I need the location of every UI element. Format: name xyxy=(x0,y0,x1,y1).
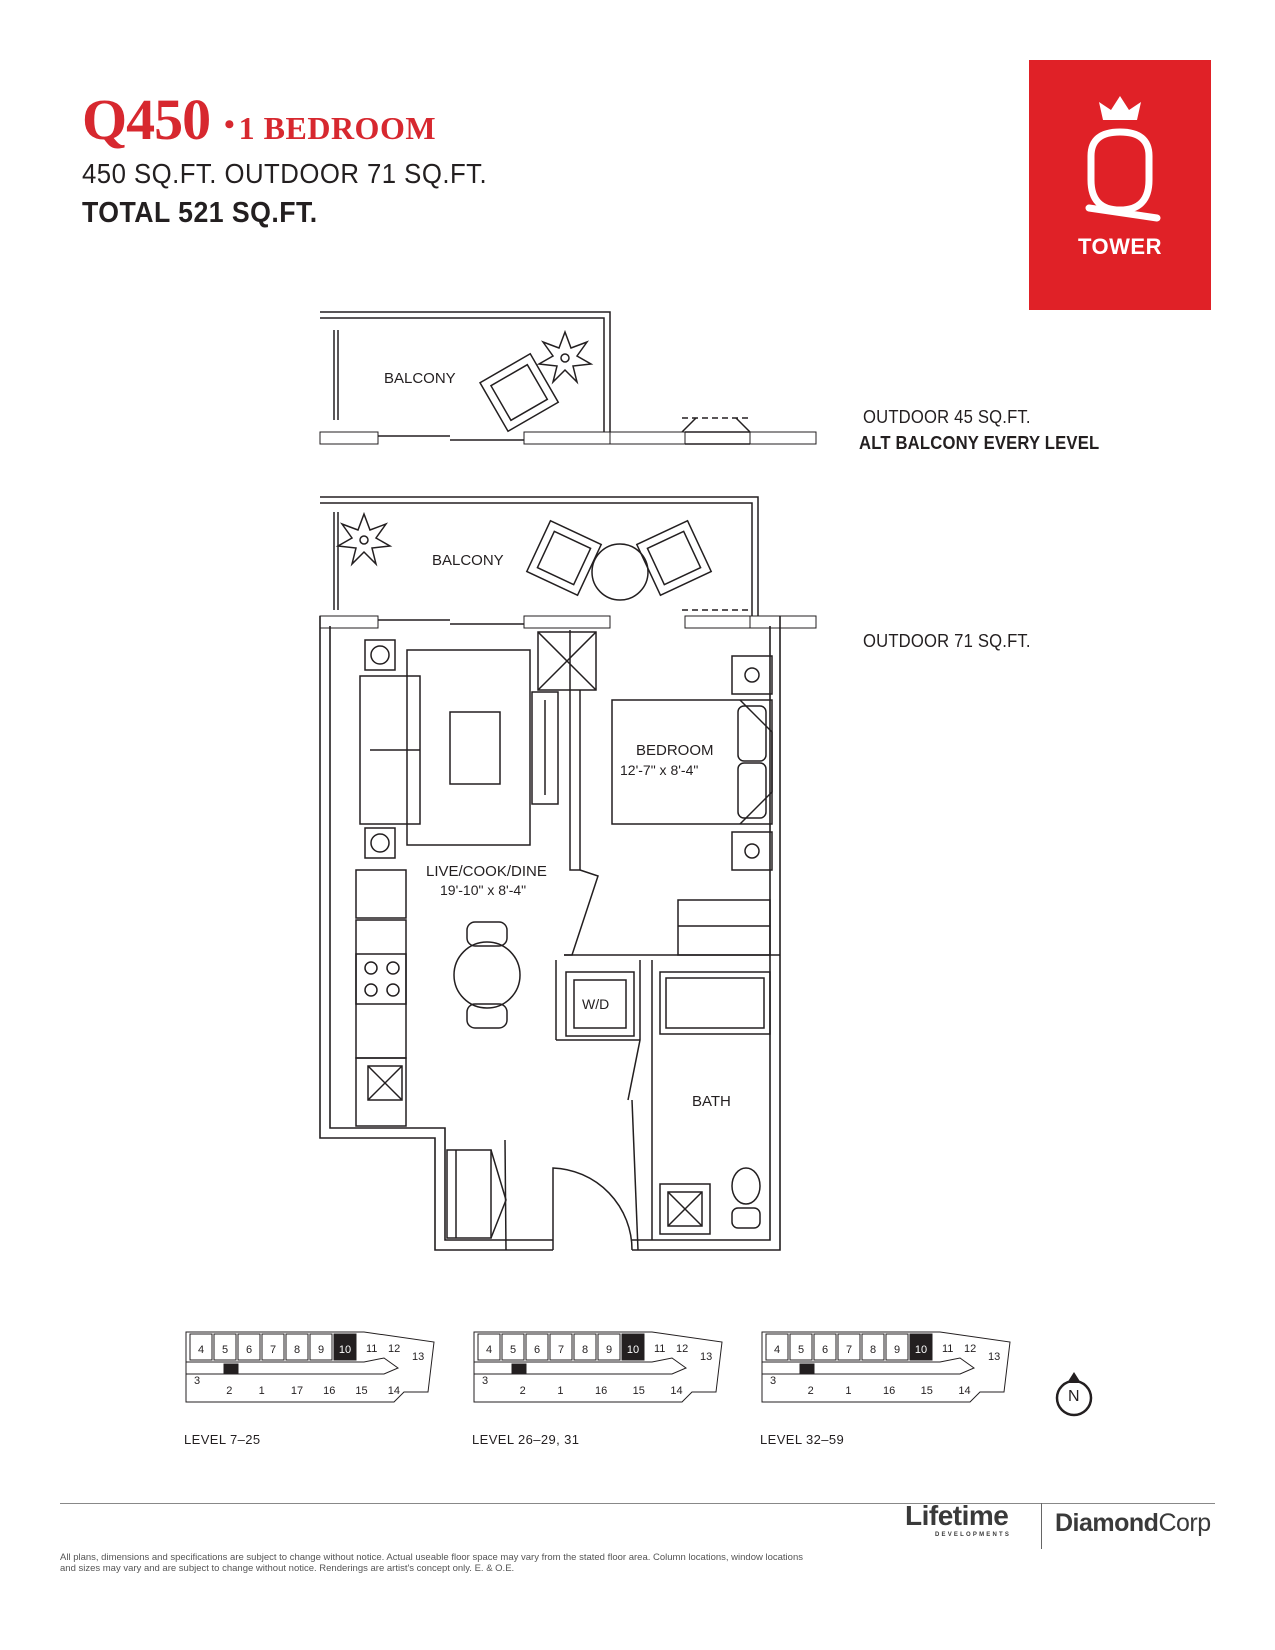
key-plan-unit-number: 4 xyxy=(197,1344,205,1356)
key-plan-unit-number: 13 xyxy=(700,1351,713,1363)
balcony-chair xyxy=(637,521,711,595)
key-plan-unit-number: 1 xyxy=(557,1385,564,1397)
diamondcorp-logo xyxy=(1055,1509,1211,1538)
entry-closet xyxy=(447,1150,506,1238)
living-furniture xyxy=(360,632,596,858)
key-plan-unit-number: 2 xyxy=(807,1385,814,1397)
diamondcorp-b: Corp xyxy=(1158,1509,1211,1537)
main-balcony-label: BALCONY xyxy=(432,552,504,569)
key-plan-unit-number: 15 xyxy=(355,1385,368,1397)
key-plan-unit-number: 13 xyxy=(988,1351,1001,1363)
key-plan-unit-number: 4 xyxy=(773,1344,781,1356)
toilet xyxy=(732,1168,760,1204)
key-plan xyxy=(760,1322,1020,1422)
key-plan-unit-number: 14 xyxy=(670,1385,683,1397)
compass-label: N xyxy=(1068,1388,1080,1405)
key-plan-unit-number: 14 xyxy=(958,1385,971,1397)
dining-table xyxy=(454,942,520,1008)
key-plan-unit-number: 9 xyxy=(605,1344,613,1356)
bedroom-furniture xyxy=(612,656,772,955)
wardrobe xyxy=(678,900,770,955)
plant xyxy=(539,332,591,382)
bathtub xyxy=(660,972,770,1034)
key-plan-unit-number: 2 xyxy=(519,1385,526,1397)
unit-type: 1 BEDROOM xyxy=(238,110,437,146)
key-plan-level-label: LEVEL 7–25 xyxy=(184,1432,261,1447)
nightstand xyxy=(732,832,772,870)
balcony-chair xyxy=(527,521,601,595)
living-label: LIVE/COOK/DINE xyxy=(426,863,547,880)
key-plan-unit-number: 10 xyxy=(338,1344,352,1356)
key-plan-unit-number: 16 xyxy=(595,1385,608,1397)
disclaimer: All plans, dimensions and specifications are subject to change without notice. Actual useable floor space may vary from the stated floor area. Column locations, window locations and sizes may vary and are subject to change without notice. Renderings are artist's concept only. E. & O.E. xyxy=(60,1552,803,1574)
key-plan-unit-number: 9 xyxy=(317,1344,325,1356)
key-plan-level-label: LEVEL 26–29, 31 xyxy=(472,1432,580,1447)
lifetime-sub: DEVELOPMENTS xyxy=(935,1532,1012,1538)
key-plan-unit-number: 5 xyxy=(797,1344,805,1356)
alt-balcony-label: BALCONY xyxy=(384,370,456,387)
balcony-table xyxy=(592,544,648,600)
key-plan-unit-number: 7 xyxy=(269,1344,277,1356)
key-plan-unit-number: 6 xyxy=(821,1344,829,1356)
logo-text: TOWER xyxy=(1078,234,1162,259)
key-plan-unit-number: 11 xyxy=(366,1343,378,1355)
key-plan-unit-number: 7 xyxy=(557,1344,565,1356)
key-plan-unit-number: 7 xyxy=(845,1344,853,1356)
key-plan-unit-number: 8 xyxy=(869,1344,877,1356)
key-plan-unit-number: 10 xyxy=(626,1344,640,1356)
bedroom-size: 12'-7" x 8'-4" xyxy=(620,762,699,778)
key-plan-unit-number: 12 xyxy=(676,1343,689,1355)
key-plan-unit-number: 9 xyxy=(893,1344,901,1356)
key-plan-unit-number: 4 xyxy=(485,1344,493,1356)
bath-label: BATH xyxy=(692,1093,731,1110)
area-line: 450 SQ.FT. OUTDOOR 71 SQ.FT. xyxy=(82,158,488,189)
key-plan-unit-number: 6 xyxy=(533,1344,541,1356)
lifetime-logo xyxy=(905,1500,1012,1538)
alt-balcony-note: ALT BALCONY EVERY LEVEL xyxy=(859,432,1100,453)
unit-name: Q450 xyxy=(82,87,211,152)
key-plan xyxy=(184,1322,444,1422)
key-plan-unit-number: 11 xyxy=(654,1343,666,1355)
key-plan-unit-number: 14 xyxy=(387,1385,400,1397)
total-area: TOTAL 521 SQ.FT. xyxy=(82,197,318,229)
main-outdoor-note: OUTDOOR 71 SQ.FT. xyxy=(863,630,1031,651)
key-plan-unit-number: 1 xyxy=(845,1385,852,1397)
key-plan-unit-number: 1 xyxy=(258,1385,265,1397)
key-plan-unit-number: 6 xyxy=(245,1344,253,1356)
alt-outdoor-note: OUTDOOR 45 SQ.FT. xyxy=(863,406,1031,427)
key-plan-unit-number: 5 xyxy=(221,1344,229,1356)
plant xyxy=(338,514,390,564)
living-size: 19'-10" x 8'-4" xyxy=(440,882,527,898)
nightstand xyxy=(732,656,772,694)
unit-walls xyxy=(320,616,816,1250)
cooktop xyxy=(356,954,406,1004)
key-plan-unit-number: 2 xyxy=(226,1385,233,1397)
key-plan-unit-number: 12 xyxy=(964,1343,977,1355)
lifetime-name: Lifetime xyxy=(905,1500,1009,1531)
washer-dryer-label: W/D xyxy=(582,996,610,1012)
key-plan-unit-number: 16 xyxy=(883,1385,896,1397)
key-plan-unit-number: 11 xyxy=(942,1343,954,1355)
key-plan-unit-number: 5 xyxy=(509,1344,517,1356)
key-plan-unit-number: 8 xyxy=(581,1344,589,1356)
key-plan-unit-number: 16 xyxy=(323,1385,336,1397)
key-plan-unit-number: 3 xyxy=(770,1375,777,1387)
key-plan-unit-number: 15 xyxy=(920,1385,933,1397)
main-balcony xyxy=(320,497,758,616)
key-plan-unit-number: 8 xyxy=(293,1344,301,1356)
key-plan-unit-number: 12 xyxy=(388,1343,401,1355)
key-plan-unit-number: 10 xyxy=(914,1344,928,1356)
title-separator: • xyxy=(224,108,235,141)
key-plan-unit-number: 13 xyxy=(412,1351,425,1363)
brand-divider xyxy=(1041,1503,1042,1549)
key-plan-level-label: LEVEL 32–59 xyxy=(760,1432,845,1447)
bedroom-label: BEDROOM xyxy=(636,742,714,759)
key-plan-unit-number: 17 xyxy=(290,1385,304,1397)
key-plan xyxy=(472,1322,732,1422)
key-plan-unit-number: 3 xyxy=(194,1375,201,1387)
kitchen xyxy=(356,870,520,1126)
key-plan-unit-number: 15 xyxy=(632,1385,645,1397)
diamondcorp-a: Diamond xyxy=(1055,1509,1159,1537)
key-plan-unit-number: 3 xyxy=(482,1375,489,1387)
